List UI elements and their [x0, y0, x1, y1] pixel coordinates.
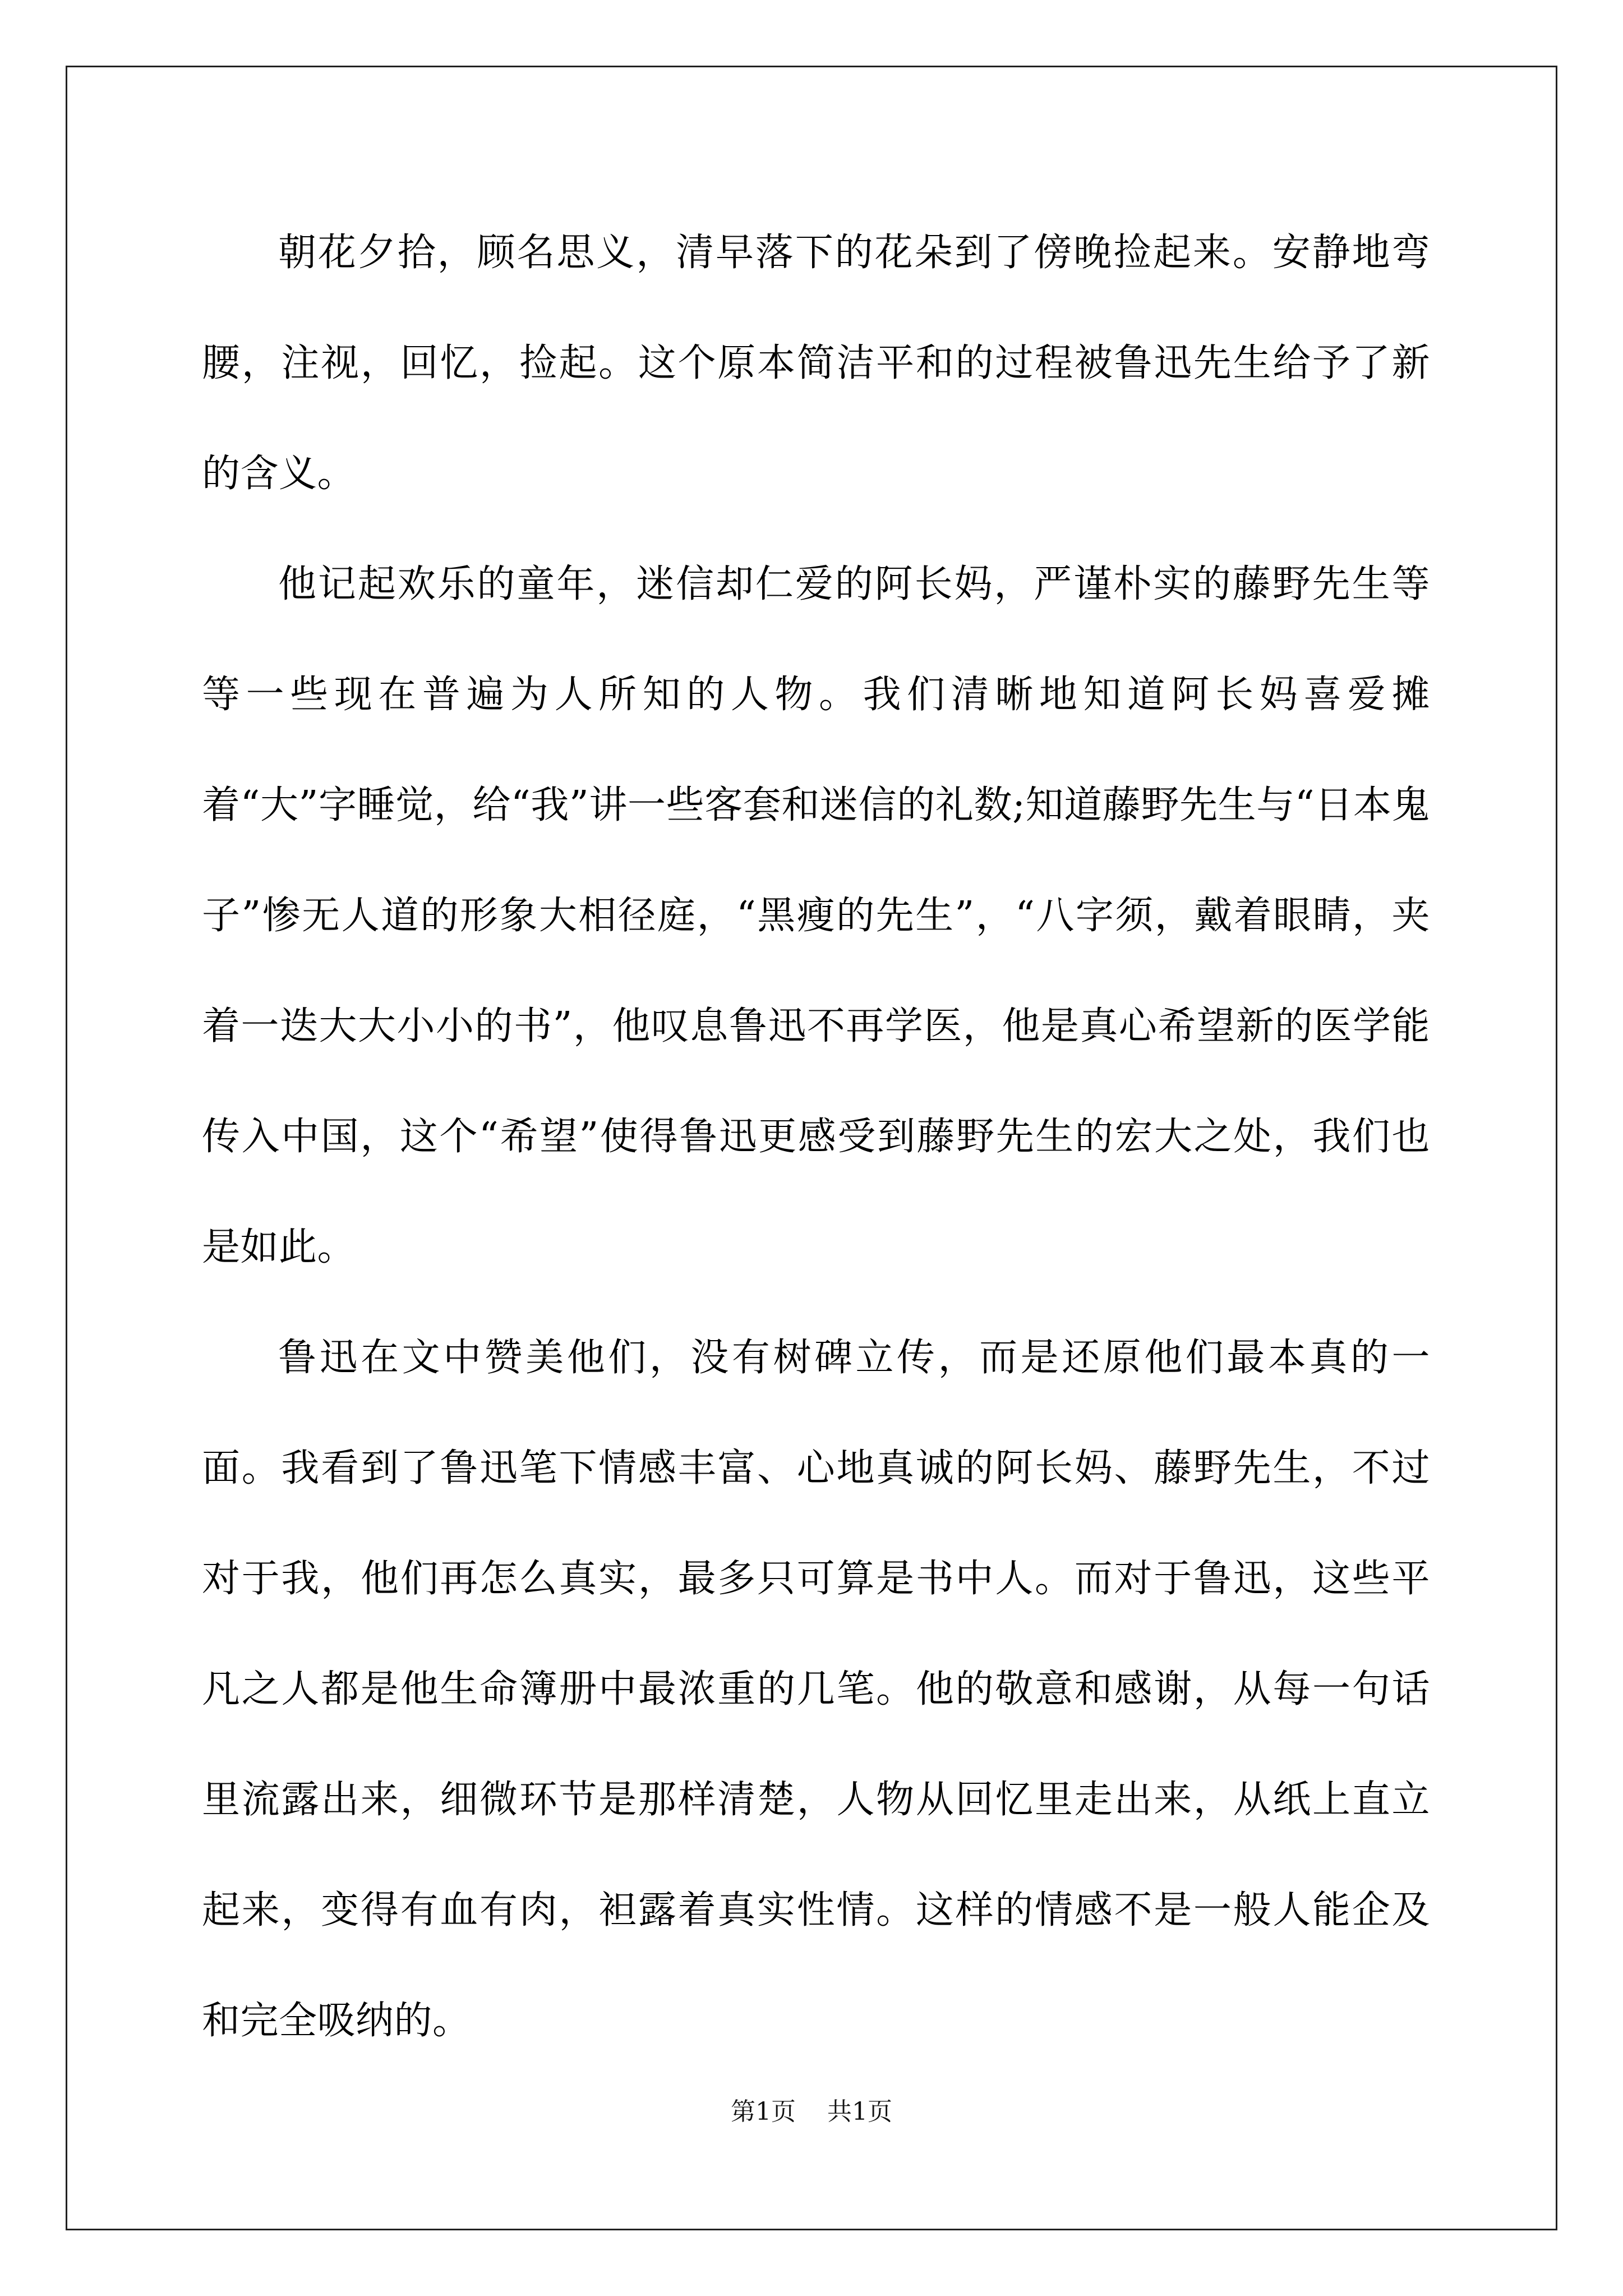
paragraph-2: 他记起欢乐的童年，迷信却仁爱的阿长妈，严谨朴实的藤野先生等等一些现在普遍为人所知的人物。我们清晰地知道阿长妈喜爱摊着“大”字睡觉，给“我”讲一些客套和迷信的礼数;知道藤野先生与“日本鬼子”惨无人道的形象大相径庭，“黑瘦的先生”，“八字须，戴着眼睛，夹着一迭大大小小的书”，他叹息鲁迅不再学医，他是真心希望新的医学能传入中国，这个“希望”使得鲁迅更感受到藤野先生的宏大之处，我们也是如此。 [202, 562, 1430, 1269]
paragraph-1: 朝花夕拾，顾名思义，清早落下的花朵到了傍晚捡起来。安静地弯腰，注视，回忆，捡起。这个原本简洁平和的过程被鲁迅先生给予了新的含义。 [202, 231, 1430, 496]
paragraph-3: 鲁迅在文中赞美他们，没有树碑立传，而是还原他们最本真的一面。我看到了鲁迅笔下情感丰富、心地真诚的阿长妈、藤野先生，不过对于我，他们再怎么真实，最多只可算是书中人。而对于鲁迅，这些平凡之人都是他生命簿册中最浓重的几笔。他的敬意和感谢，从每一句话里流露出来，细微环节是那样清楚，人物从回忆里走出来，从纸上直立起来，变得有血有肉，袒露着真实性情。这样的情感不是一般人能企及和完全吸纳的。 [202, 1336, 1430, 2043]
document-body [202, 197, 1430, 2076]
page-footer [0, 2095, 1623, 2129]
page-number-current: 第1页 [731, 2097, 796, 2126]
page-number-total: 共1页 [827, 2097, 892, 2126]
